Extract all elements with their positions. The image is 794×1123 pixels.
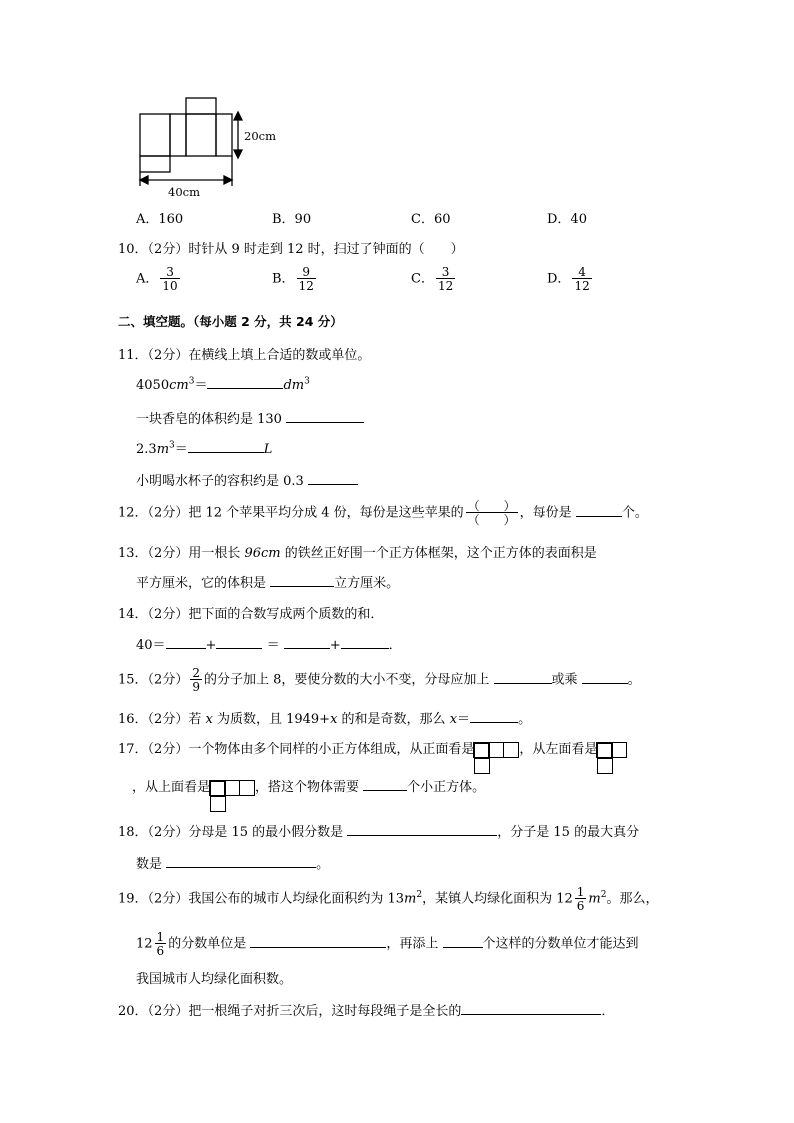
q9-option-a: A．160 bbox=[136, 212, 184, 227]
answer-blank[interactable] bbox=[308, 472, 358, 485]
fraction: $\frac{2}{9}$ bbox=[192, 666, 200, 694]
q13-question-line-1: 13．（2分）用一根长 96cm 的铁丝正好围一个正方体框架，这个正方体的表面积是 bbox=[118, 546, 597, 561]
front-view-icon bbox=[474, 742, 519, 758]
q11-line-2: 一块香皂的体积约是 130 bbox=[136, 408, 364, 427]
q18-question-line-2: 数是 。 bbox=[136, 857, 330, 872]
answer-blank[interactable] bbox=[250, 935, 386, 948]
answer-blank[interactable] bbox=[207, 376, 283, 389]
q10-option-a: A． $\frac{3}{10}$ bbox=[136, 265, 178, 293]
q19-question-line-2: 12 $\frac{1}{6}$ 的分数单位是 ，再添上 个这样的分数单位才能达到 bbox=[136, 930, 639, 958]
width-label: 40cm bbox=[168, 185, 200, 199]
q14-expression: 40＝ + ＝ + ． bbox=[136, 638, 402, 653]
q17-question-line-1: 17．（2分）一个物体由多个同样的小正方体组成，从正面看是 ，从左面看是 bbox=[118, 738, 627, 758]
top-view-icon bbox=[210, 780, 255, 796]
q9-option-d: D．40 bbox=[547, 212, 587, 227]
answer-blank[interactable] bbox=[363, 778, 407, 791]
q14-question: 14．（2分）把下面的合数写成两个质数的和． bbox=[118, 607, 384, 622]
answer-blank[interactable] bbox=[216, 636, 262, 649]
q11-question: 11．（2分）在横线上填上合适的数或单位。 bbox=[118, 348, 371, 363]
answer-blank[interactable] bbox=[582, 671, 628, 684]
q10-option-d: D． $\frac{4}{12}$ bbox=[547, 265, 590, 293]
fraction: $\frac{4}{12}$ bbox=[574, 265, 590, 293]
q11-line-1: $4050cm^3= dm^3$ bbox=[136, 376, 310, 393]
q18-question-line-1: 18．（2分）分母是 15 的最小假分数是 ，分子是 15 的最大真分 bbox=[118, 825, 640, 840]
answer-blank[interactable] bbox=[347, 823, 497, 836]
q11-line-3: $2.3m^3= L$ bbox=[136, 440, 273, 457]
answer-blank[interactable] bbox=[166, 636, 206, 649]
q15-question: 15．（2分） $\frac{2}{9}$ 的分子加上 8，要使分数的大小不变，分母应加上 或乘 。 bbox=[118, 666, 641, 694]
fraction: $\frac{3}{12}$ bbox=[437, 265, 454, 293]
answer-blank[interactable] bbox=[284, 636, 330, 649]
height-label: 20cm bbox=[244, 129, 276, 143]
fraction: $\frac{3}{10}$ bbox=[162, 265, 178, 293]
answer-blank[interactable] bbox=[166, 855, 316, 868]
q12-question: 12．（2分）把 12 个苹果平均分成 4 份，每份是这些苹果的 $\frac{( )}{( )}$ ，每份是 个。 bbox=[118, 499, 648, 527]
answer-blank[interactable] bbox=[443, 935, 483, 948]
q19-question-line-3: 我国城市人均绿化面积数。 bbox=[136, 972, 293, 987]
answer-blank[interactable] bbox=[470, 710, 518, 723]
q10-option-c: C． $\frac{3}{12}$ bbox=[411, 265, 454, 293]
answer-blank[interactable] bbox=[576, 504, 622, 517]
q13-question-line-2: 平方厘米，它的体积是 立方厘米。 bbox=[136, 576, 400, 591]
section-heading: 二、填空题。（每小题 2 分，共 24 分） bbox=[118, 314, 343, 329]
answer-blank[interactable] bbox=[188, 440, 264, 453]
cuboid-net-figure bbox=[130, 92, 290, 202]
q16-question: 16．（2分）若 x 为质数，且 1949+x 的和是奇数，那么 x＝ 。 bbox=[118, 712, 532, 727]
q20-question: 20．（2分）把一根绳子对折三次后，这时每段绳子是全长的 ． bbox=[118, 1004, 615, 1019]
left-view-icon bbox=[597, 742, 627, 758]
fraction-blank[interactable]: $\frac{( )}{( )}$ bbox=[467, 499, 516, 527]
answer-blank[interactable] bbox=[286, 410, 364, 423]
answer-blank[interactable] bbox=[341, 636, 389, 649]
q9-option-b: B．90 bbox=[272, 212, 312, 227]
q10-option-b: B． $\frac{9}{12}$ bbox=[272, 265, 314, 293]
fraction: $\frac{1}{6}$ bbox=[576, 885, 585, 913]
answer-blank[interactable] bbox=[494, 671, 552, 684]
q19-question-line-1: 19．（2分）我国公布的城市人均绿化面积约为 $13m^2$，某镇人均绿化面积为 12 $\frac{1}{6}$ $m^2$。那么， bbox=[118, 885, 659, 913]
fraction: $\frac{9}{12}$ bbox=[298, 265, 314, 293]
q9-option-c: C．60 bbox=[411, 212, 451, 227]
answer-blank[interactable] bbox=[270, 574, 334, 587]
q17-question-line-2: ，从上面看是 ，搭这个物体需要 个小正方体。 bbox=[132, 776, 485, 796]
q10-question: 10．（2分）时针从 9 时走到 12 时，扫过了钟面的（ ） bbox=[118, 242, 464, 257]
answer-blank[interactable] bbox=[461, 1002, 601, 1015]
q11-line-4: 小明喝水杯子的容积约是 0.3 bbox=[136, 470, 358, 489]
fraction: $\frac{1}{6}$ bbox=[156, 930, 165, 958]
